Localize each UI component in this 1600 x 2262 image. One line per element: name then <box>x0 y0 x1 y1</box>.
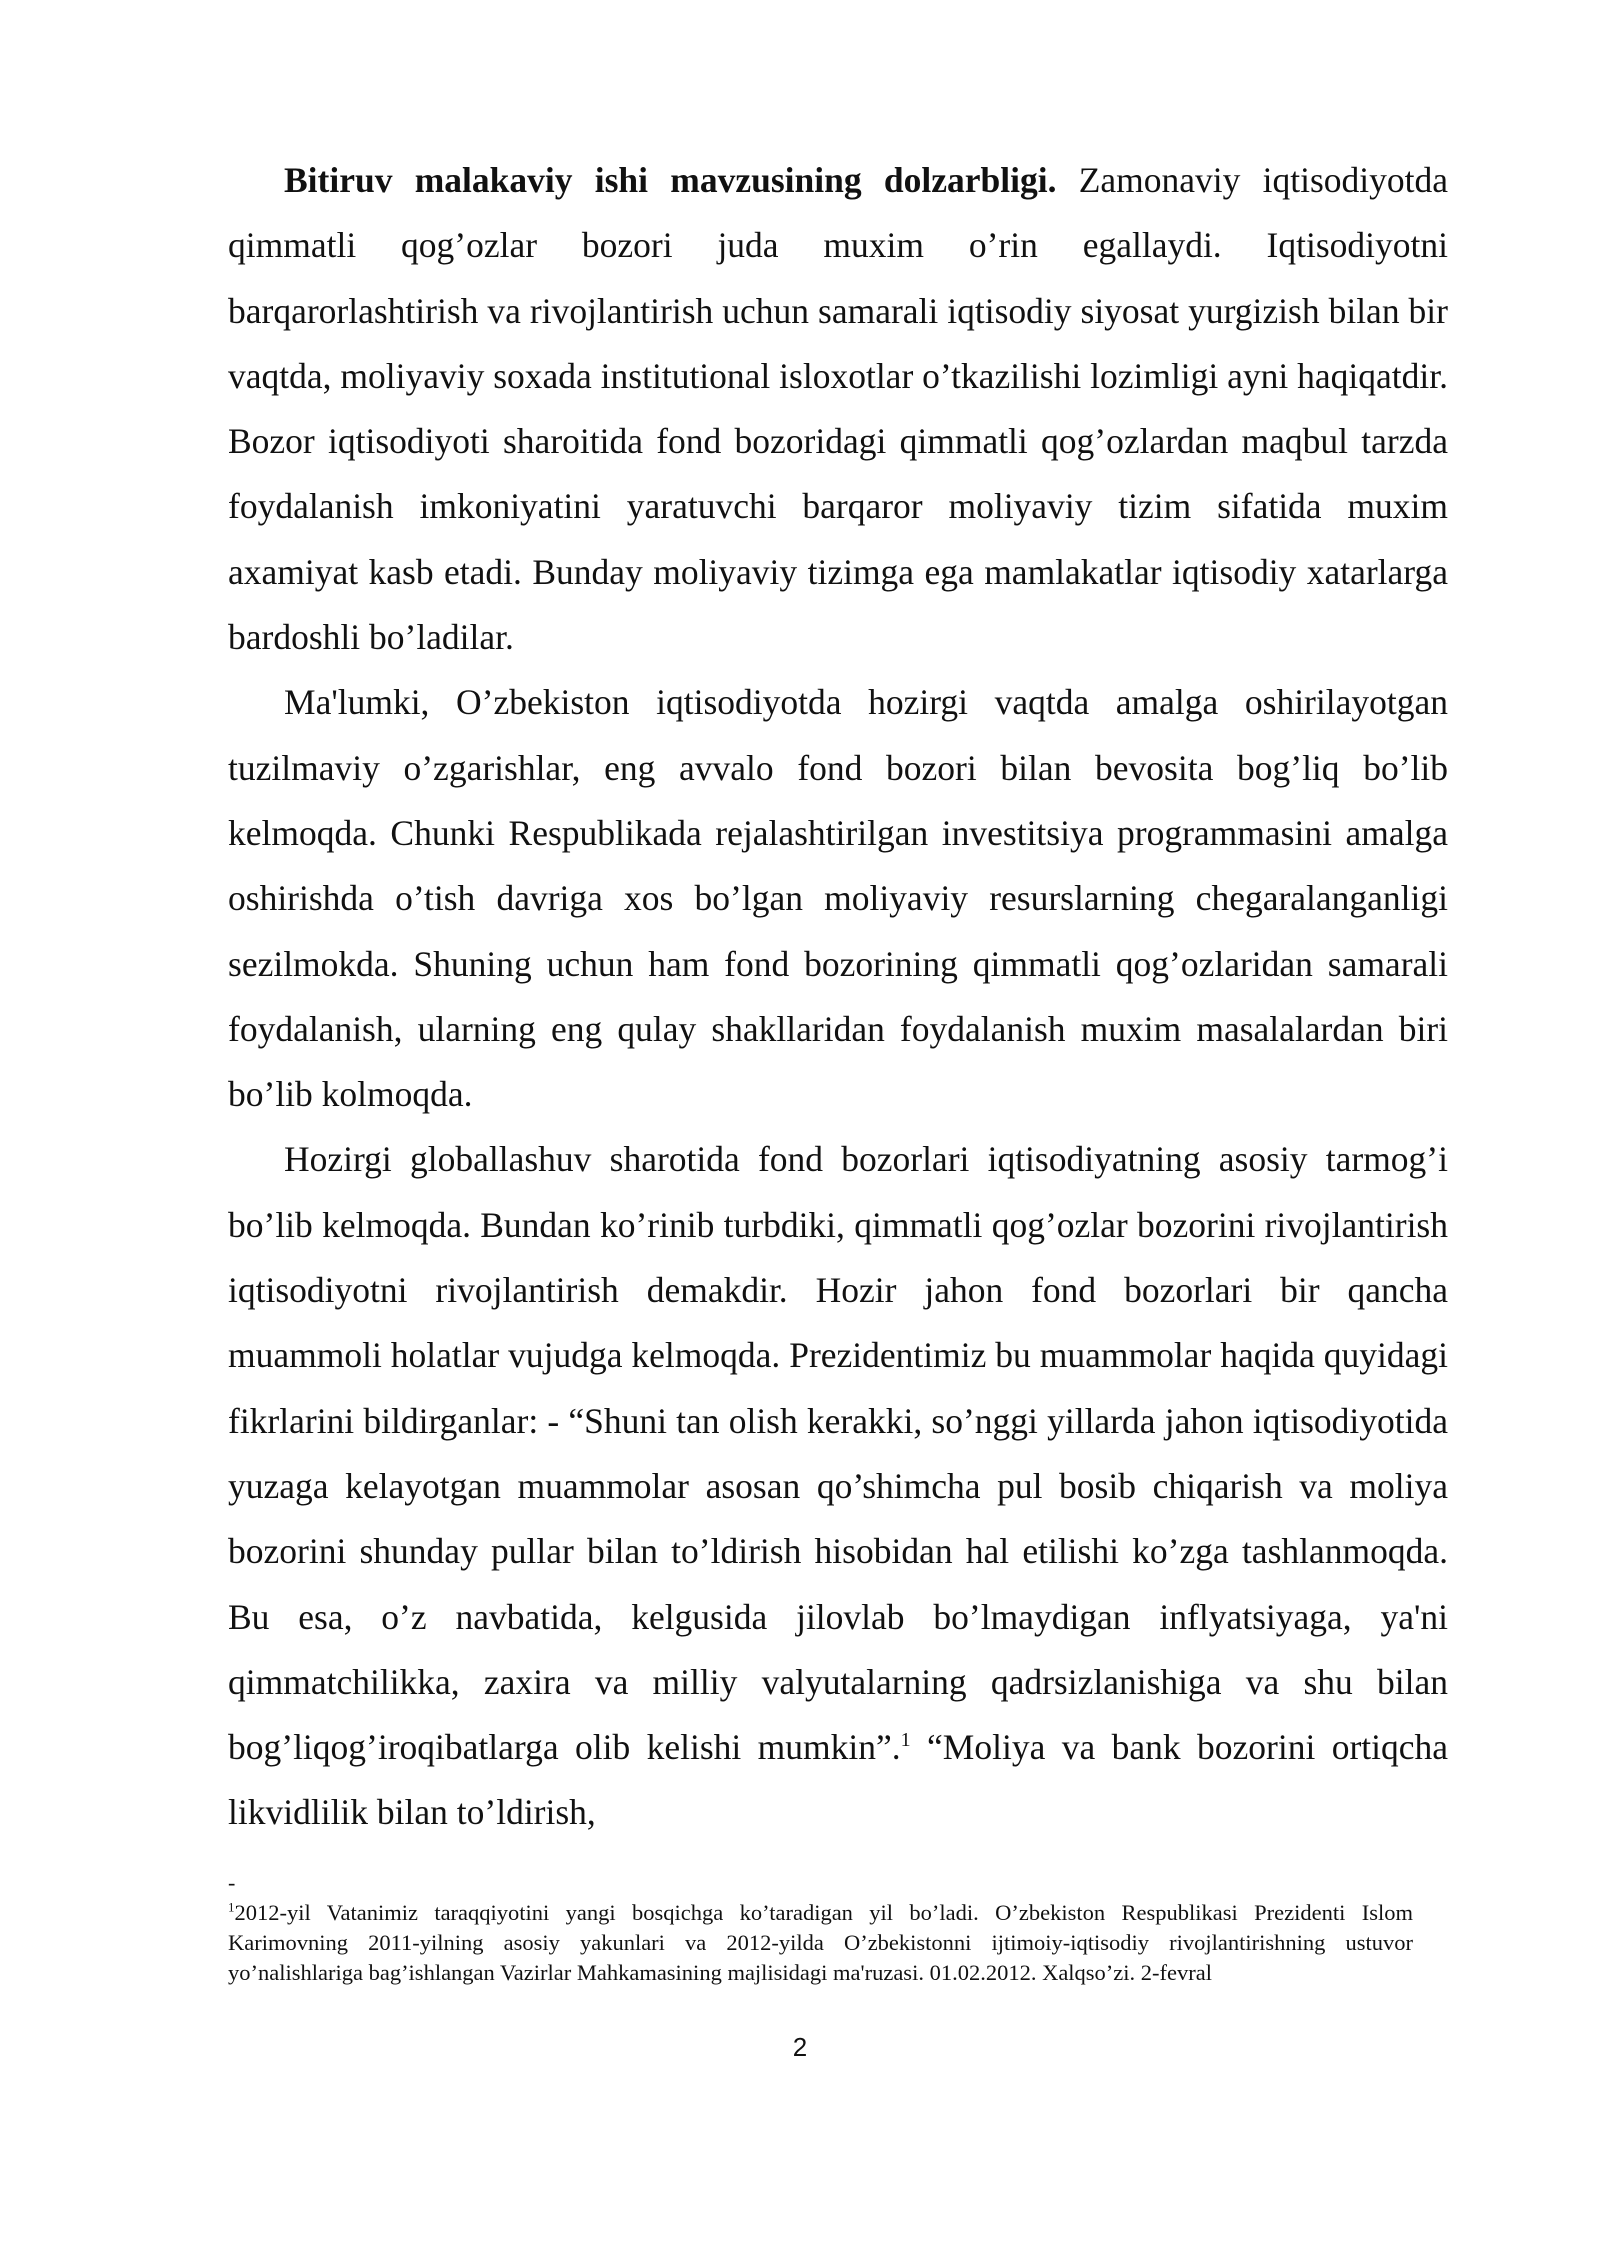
footnote <box>228 1898 1413 1988</box>
paragraph-text: Ma'lumki, O’zbekiston iqtisodiyotda hozirgi vaqtda amalga oshirilayotgan tuzilmaviy o’zgarishlar, eng avvalo fond bozori bilan bevosita bog’liq bo’lib kelmoqda. Chunki Respublikada rejalashtirilgan investitsiya programmasini amalga oshirishda o’tish davriga xos bo’lgan moliyaviy resurslarning chegaralanganligi sezilmokda. Shuning uchun ham fond bozorining qimmatli qog’ozlaridan samarali foydalanish, ularning eng qulay shakllaridan foydalanish muxim masalalardan biri bo’lib kolmoqda. <box>228 682 1448 1115</box>
footnote-text: 2012-yil Vatanimiz taraqqiyotini yangi bosqichga ko’taradigan yil bo’ladi. O’zbekiston Respublikasi Prezidenti Islom Karimovning 2011-yilning asosiy yakunlari va 2012-yilda O’zbekistonni ijtimoiy-iqtisodiy rivojlantirishning ustuvor yo’nalishlariga bag’ishlangan Vazirlar Mahkamasining majlisidagi ma'ruzasi. 01.02.2012. Xalqso’zi. 2-fevral <box>228 1900 1413 1985</box>
body-text <box>228 148 1448 1846</box>
page-number: 2 <box>792 2032 808 2062</box>
paragraph-uzbekistan-economy <box>228 670 1448 1127</box>
paragraph-globalization <box>228 1127 1448 1845</box>
footnote-marker: 1 <box>228 1899 235 1915</box>
paragraph-continuation: “Moliya va bank bozorini ortiqcha likvidlilik bilan to’ldirish, <box>228 1727 1449 1833</box>
paragraph-text: Zamonaviy iqtisodiyotda qimmatli qog’ozlar bozori juda muxim o’rin egallaydi. Iqtisodiyotni barqarorlashtirish va rivojlantirish uchun samarali iqtisodiy siyosat yurgizish bilan bir vaqtda, moliyaviy soxada institutional isloxotlar o’tkazilishi lozimligi ayni haqiqatdir. Bozor iqtisodiyoti sharoitida fond bozoridagi qimmatli qog’ozlardan maqbul tarzda foydalanish imkoniyatini yaratuvchi barqaror moliyaviy tizim sifatida muxim axamiyat kasb etadi. Bunday moliyaviy tizimga ega mamlakatlar iqtisodiy xatarlarga bardoshli bo’ladilar. <box>228 160 1448 658</box>
footnote-separator: - <box>228 1870 236 1895</box>
paragraph-text: Hozirgi globallashuv sharotida fond bozorlari iqtisodiyatning asosiy tarmog’i bo’lib kelmoqda. Bundan ko’rinib turbdiki, qimmatli qog’ozlar bozorini rivojlantirish iqtisodiyotni rivojlantirish demakdir. Hozir jahon fond bozorlari bir qancha muammoli holatlar vujudga kelmoqda. Prezidentimiz bu muammolar haqida quyidagi fikrlarini bildirganlar: - “Shuni tan olish kerakki, so’nggi yillarda jahon iqtisodiyotida yuzaga kelayotgan muammolar asosan qo’shimcha pul bosib chiqarish va moliya bozorini shunday pullar bilan to’ldirish hisobidan hal etilishi ko’zga tashlanmoqda. Bu esa, o’z navbatida, kelgusida jilovlab bo’lmaydigan inflyatsiyaga, ya'ni qimmatchilikka, zaxira va milliy valyutalarning qadrsizlanishiga va shu bilan bog’liqog’iroqibatlarga olib kelishi mumkin”. <box>228 1139 1448 1768</box>
footnote-reference[interactable]: 1 <box>900 1729 911 1752</box>
paragraph-lead-heading: Bitiruv malakaviy ishi mavzusining dolzarbligi. <box>284 160 1057 200</box>
paragraph-relevance <box>228 148 1448 670</box>
